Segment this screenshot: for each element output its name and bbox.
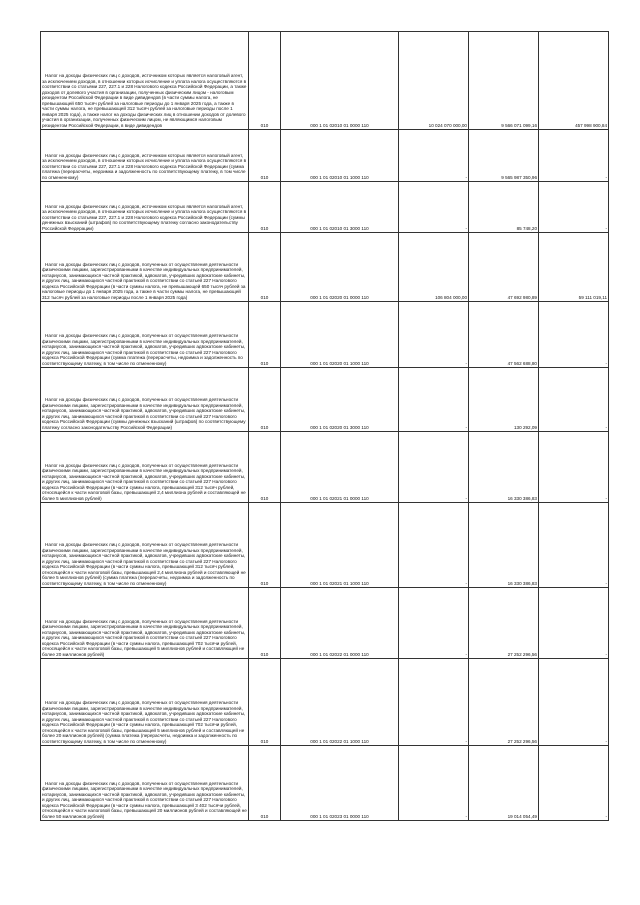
table-row [41, 302, 609, 368]
row-executed: 85 748,20 [469, 182, 539, 233]
table-row [41, 503, 609, 588]
table-row [41, 659, 609, 746]
row-remaining: 457 998 900,84 [539, 32, 609, 130]
row-line-code: 010 [249, 32, 281, 130]
row-name: Налог на доходы физических лиц с доходов, источником которых является налоговый агент, за исключением доходов, в отношении которых исчисление и уплата налога осуществляются в соответствии со статьями 227, 227.1 и 228 Налогового кодекса Российской Федерации (сумма платежа (перерасчеты, недоимка и задолженность по соответствующему платежу, в том числе по отмененному) [41, 130, 249, 182]
row-name: Налог на доходы физических лиц с доходов, источником которых является налоговый агент, за исключением доходов, в отношении которых исчисление и уплата налога осуществляются в соответствии со статьями 227, 227.1 и 228 Налогового кодекса Российской Федерации (суммы денежных взысканий (штрафов) по соответствующему платежу согласно законодательству Российской Федерации) [41, 182, 249, 233]
row-approved: - [399, 659, 469, 746]
row-line-code: 010 [249, 432, 281, 503]
row-remaining: - [539, 182, 609, 233]
row-line-code: 010 [249, 233, 281, 302]
row-remaining: - [539, 302, 609, 368]
table-row [41, 32, 609, 130]
row-budget-code: 000 1 01 02010 01 1000 110 [281, 130, 399, 182]
row-approved: 10 024 070 000,00 [399, 32, 469, 130]
row-line-code: 010 [249, 368, 281, 432]
row-name: Налог на доходы физических лиц с доходов, источником которых является налоговый агент, за исключением доходов, в отношении которых исчисление и уплата налога осуществляются в соответствии со статьями 227, 227.1 и 228 Налогового кодекса Российской Федерации, а также доходов от долевого участия в организации, полученных физическим лицом - налоговым резидентом Российской Федерации в виде дивидендов (в части суммы налога, не превышающей 650 тысяч рублей за налоговые периоды до 1 января 2025 года, а также в части суммы налога, не превышающей 312 тысяч рублей за налоговые периоды после 1 января 2025 года), а также налог на доходы физических лиц в отношении доходов от долевого участия в организации, полученных физическим лицом, не являющимся налоговым резидентом Российской Федерации, в виде дивидендов [41, 32, 249, 130]
row-approved: - [399, 503, 469, 588]
row-budget-code: 000 1 01 02023 01 0000 110 [281, 746, 399, 821]
row-approved: - [399, 182, 469, 233]
row-executed: 19 014 054,49 [469, 746, 539, 821]
row-executed: 16 330 386,83 [469, 432, 539, 503]
table-row [41, 368, 609, 432]
row-approved: - [399, 746, 469, 821]
row-budget-code: 000 1 01 02022 01 1000 110 [281, 659, 399, 746]
row-remaining: - [539, 368, 609, 432]
row-approved: - [399, 588, 469, 659]
row-executed: 130 292,09 [469, 368, 539, 432]
table-row [41, 233, 609, 302]
row-budget-code: 000 1 01 02010 01 3000 110 [281, 182, 399, 233]
row-line-code: 010 [249, 130, 281, 182]
row-line-code: 010 [249, 503, 281, 588]
row-name: Налог на доходы физических лиц с доходов, полученных от осуществления деятельности физическими лицами, зарегистрированными в качестве индивидуальных предпринимателей, нотариусов, занимающихся частной практикой, адвокатов, учредивших адвокатские кабинеты, и других лиц, занимающихся частной практикой в соответствии со статьей 227 Налогового кодекса Российской Федерации (в части суммы налога, не превышающей 650 тысяч рублей за налоговые периоды до 1 января 2025 года, а также в части суммы налога, не превышающей 312 тысяч рублей за налоговые периоды после 1 января 2025 года) [41, 233, 249, 302]
row-approved: - [399, 432, 469, 503]
row-remaining: - [539, 503, 609, 588]
row-executed: 47 692 980,89 [469, 233, 539, 302]
table-row [41, 432, 609, 503]
row-budget-code: 000 1 01 02010 01 0000 110 [281, 32, 399, 130]
row-budget-code: 000 1 01 02020 01 1000 110 [281, 302, 399, 368]
row-name: Налог на доходы физических лиц с доходов, полученных от осуществления деятельности физическими лицами, зарегистрированными в качестве индивидуальных предпринимателей, нотариусов, занимающихся частной практикой, адвокатов, учредивших адвокатские кабинеты, и других лиц, занимающихся частной практикой в соответствии со статьей 227 Налогового кодекса Российской Федерации (суммы денежных взысканий (штрафов) по соответствующему платежу согласно законодательству Российской Федерации) [41, 368, 249, 432]
table-row [41, 588, 609, 659]
row-name: Налог на доходы физических лиц с доходов, полученных от осуществления деятельности физическими лицами, зарегистрированными в качестве индивидуальных предпринимателей, нотариусов, занимающихся частной практикой, адвокатов, учредивших адвокатские кабинеты, и других лиц, занимающихся частной практикой в соответствии со статьей 227 Налогового кодекса Российской Федерации (в части суммы налога, превышающей 312 тысяч рублей, относящейся к части налоговой базы, превышающей 2,4 миллиона рублей и составляющей не более 5 миллионов рублей) (сумма платежа (перерасчеты, недоимка и задолженность по соответствующему платежу, в том числе по отмененному) [41, 503, 249, 588]
row-name: Налог на доходы физических лиц с доходов, полученных от осуществления деятельности физическими лицами, зарегистрированными в качестве индивидуальных предпринимателей, нотариусов, занимающихся частной практикой, адвокатов, учредивших адвокатские кабинеты, и других лиц, занимающихся частной практикой в соответствии со статьей 227 Налогового кодекса Российской Федерации (в части суммы налога, превышающей 702 тысячи рублей, относящейся к части налоговой базы, превышающей 5 миллионов рублей и составляющей не более 20 миллионов рублей) (сумма платежа (перерасчеты, недоимка и задолженность по соответствующему платежу, в том числе по отмененному) [41, 659, 249, 746]
row-remaining: 59 111 019,11 [539, 233, 609, 302]
row-name: Налог на доходы физических лиц с доходов, полученных от осуществления деятельности физическими лицами, зарегистрированными в качестве индивидуальных предпринимателей, нотариусов, занимающихся частной практикой, адвокатов, учредивших адвокатские кабинеты, и других лиц, занимающихся частной практикой в соответствии со статьей 227 Налогового кодекса Российской Федерации (в части суммы налога, превышающей 702 тысячи рублей, относящейся к части налоговой базы, превышающей 5 миллионов рублей и составляющей не более 20 миллионов рублей) [41, 588, 249, 659]
row-name: Налог на доходы физических лиц с доходов, полученных от осуществления деятельности физическими лицами, зарегистрированными в качестве индивидуальных предпринимателей, нотариусов, занимающихся частной практикой, адвокатов, учредивших адвокатские кабинеты, и других лиц, занимающихся частной практикой в соответствии со статьей 227 Налогового кодекса Российской Федерации (сумма платежа (перерасчеты, недоимка и задолженность по соответствующему платежу, в том числе по отмененному) [41, 302, 249, 368]
row-executed: 16 330 386,83 [469, 503, 539, 588]
table-row [41, 182, 609, 233]
row-remaining: - [539, 130, 609, 182]
row-budget-code: 000 1 01 02020 01 0000 110 [281, 233, 399, 302]
row-remaining: - [539, 588, 609, 659]
row-line-code: 010 [249, 302, 281, 368]
table-row [41, 130, 609, 182]
row-remaining: - [539, 746, 609, 821]
row-approved: 106 804 000,00 [399, 233, 469, 302]
row-budget-code: 000 1 01 02020 01 3000 110 [281, 368, 399, 432]
row-approved: - [399, 130, 469, 182]
table-row [41, 746, 609, 821]
row-budget-code: 000 1 01 02021 01 1000 110 [281, 503, 399, 588]
row-budget-code: 000 1 01 02022 01 0000 110 [281, 588, 399, 659]
row-remaining: - [539, 659, 609, 746]
row-line-code: 010 [249, 182, 281, 233]
row-remaining: - [539, 432, 609, 503]
row-name: Налог на доходы физических лиц с доходов, полученных от осуществления деятельности физическими лицами, зарегистрированными в качестве индивидуальных предпринимателей, нотариусов, занимающихся частной практикой, адвокатов, учредивших адвокатские кабинеты, и других лиц, занимающихся частной практикой в соответствии со статьей 227 Налогового кодекса Российской Федерации (в части суммы налога, превышающей 3 402 тысячи рублей, относящейся к части налоговой базы, превышающей 20 миллионов рублей и составляющей не более 50 миллионов рублей) [41, 746, 249, 821]
row-budget-code: 000 1 01 02021 01 0000 110 [281, 432, 399, 503]
row-line-code: 010 [249, 659, 281, 746]
row-name: Налог на доходы физических лиц с доходов, полученных от осуществления деятельности физическими лицами, зарегистрированными в качестве индивидуальных предпринимателей, нотариусов, занимающихся частной практикой, адвокатов, учредивших адвокатские кабинеты, и других лиц, занимающихся частной практикой в соответствии со статьей 227 Налогового кодекса Российской Федерации (в части суммы налога, превышающей 312 тысяч рублей, относящейся к части налоговой базы, превышающей 2,4 миллиона рублей и составляющей не более 5 миллионов рублей) [41, 432, 249, 503]
table-body [41, 32, 609, 821]
row-line-code: 010 [249, 588, 281, 659]
row-executed: 9 565 987 350,96 [469, 130, 539, 182]
row-executed: 47 562 688,80 [469, 302, 539, 368]
row-executed: 9 566 071 099,16 [469, 32, 539, 130]
row-approved: - [399, 368, 469, 432]
revenue-table [40, 31, 609, 821]
row-executed: 27 252 296,56 [469, 659, 539, 746]
row-executed: 27 252 296,56 [469, 588, 539, 659]
row-line-code: 010 [249, 746, 281, 821]
row-approved: - [399, 302, 469, 368]
